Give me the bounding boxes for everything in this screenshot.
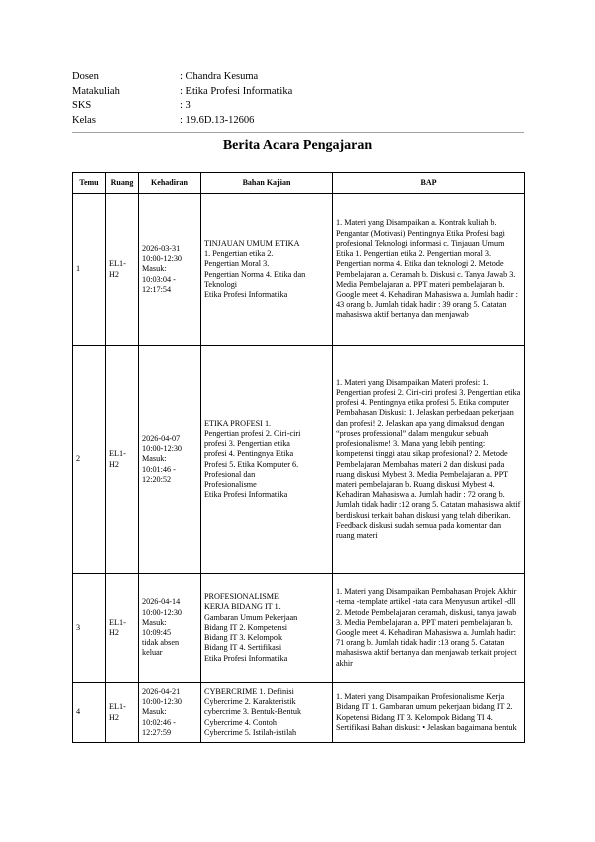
cell-kehadiran: 2026-04-21 10:00-12:30 Masuk: 10:02:46 - 12:27:59 [139,683,201,743]
info-label: Matakuliah [72,85,120,97]
info-row-kelas [72,114,292,129]
header-ruang: Ruang [106,173,139,194]
info-label: Dosen [72,71,99,82]
cell-bahan-kajian: CYBERCRIME 1. Definisi Cybercrime 2. Karakteristik cybercrime 3. Bentuk-Bentuk Cybercrime 4. Contoh Cybercrime 5. Istilah-istilah [201,683,333,743]
table-row [73,194,525,346]
table-row [73,683,525,743]
cell-temu: 2 [73,346,106,574]
table-row [73,574,525,683]
cell-kehadiran: 2026-04-14 10:00-12:30 Masuk: 10:09:45 tidak absen keluar [139,574,201,683]
cell-bap: 1. Materi yang Disampaikan Materi profesi: 1. Pengertian profesi 2. Ciri-ciri profesi 3. Pengertian etika profesi 4. Pentingnya etika profesi 5. Etika computer Pembahasan Diskusi: 1. Jelaskan perbedaan pekerjaan dan profesi! 2. Jelaskan apa yang dimaksud dengan “proses professional” dalam mengukur sebuah profesionalisme! 3. Mana yang lebih penting: kompetensi tinggi atau sikap profesional? 2. Metode Pembelajaran Membahas materi 2 dan diskusi pada ruang diskusi Mybest 3. Media Pembelajaran a. PPT materi pembelajaran b. Ruang diskusi Mybest 4. Kehadiran Mahasiswa a. Jumlah hadir : 72 orang b. Jumlah tidak hadir :12 orang 5. Catatan mahasiswa aktif berdiskusi terkait bahan diskusi yang telah diberikan. Feedback diskusi sudah semua pada komentar dan ruang materi [333,346,525,574]
cell-bap: 1. Materi yang Disampaikan Pembahasan Projek Akhir -tema -template artikel -tata cara Menyusun artikel -dll 2. Metode Pembelajaran ceramah, diskusi, tanya jawab 3. Media Pembelajaran a. PPT materi pembelajaran b. Google meet 4. Kehadiran Mahasiswa a. Jumlah hadir: 71 orang b. Jumlah tidak hadir :13 orang 5. Catatan mahasiswa aktif bertanya dan menjawab terkait project akhir [333,574,525,683]
page-title: Berita Acara Pengajaran [222,138,373,153]
cell-kehadiran: 2026-04-07 10:00-12:30 Masuk: 10:01:46 - 12:20:52 [139,346,201,574]
cell-temu: 4 [73,683,106,743]
bap-table [72,172,525,743]
info-row-matakuliah [72,85,292,100]
cell-bahan-kajian: PROFESIONALISME KERJA BIDANG IT 1. Gambaran Umum Pekerjaan Bidang IT 2. Kompetensi Bidang IT 3. Kelompok Bidang IT 4. Sertifikasi Etika Profesi Informatika [201,574,333,683]
header-bahan-kajian: Bahan Kajian [201,173,333,194]
cell-ruang: EL1- H2 [106,346,139,574]
info-row-sks [72,99,292,114]
cell-temu: 3 [73,574,106,683]
cell-ruang: EL1- H2 [106,574,139,683]
info-row-dosen [72,70,292,85]
cell-bahan-kajian: ETIKA PROFESI 1. Pengertian profesi 2. Ciri-ciri profesi 3. Pengertian etika profesi 4. Pentingnya Etika Profesi 5. Etika Komputer 6. Profesional dan Profesionalisme Etika Profesi Informatika [201,346,333,574]
header-temu: Temu [73,173,106,194]
cell-bahan-kajian: TINJAUAN UMUM ETIKA 1. Pengertian etika 2. Pengertian Moral 3. Pengertian Norma 4. Etika dan Teknologi Etika Profesi Informatika [201,194,333,346]
info-value: : 3 [180,100,191,111]
cell-ruang: EL1- H2 [106,683,139,743]
table-header-row [73,173,525,194]
header-kehadiran: Kehadiran [139,173,201,194]
cell-kehadiran: 2026-03-31 10:00-12:30 Masuk: 10:03:04 - 12:17:54 [139,194,201,346]
course-info [72,70,292,128]
divider [72,132,524,133]
cell-bap: 1. Materi yang Disampaikan a. Kontrak kuliah b. Pengantar (Motivasi) Pentingnya Etika Profesi bagi profesional Teknologi informasi c. Tinjauan Umum Etika 1. Pengertian etika 2. Pengertian moral 3. Pengertian norma 4. Etika dan teknologi 2. Metode Pembelajaran a. Ceramah b. Diskusi c. Tanya Jawab 3. Media Pembelajaran a. PPT materi pembelajaran b. Google meet 4. Kehadiran Mahasiswa a. Jumlah hadir : 43 orang b. Jumlah tidak hadir : 39 orang 5. Catatan mahasiswa aktif bertanya dan menjawab [333,194,525,346]
cell-ruang: EL1- H2 [106,194,139,346]
info-value: : 19.6D.13-12606 [180,114,255,126]
cell-temu: 1 [73,194,106,346]
table-row [73,346,525,574]
info-label: SKS [72,100,92,111]
header-bap: BAP [333,173,525,194]
cell-bap: 1. Materi yang Disampaikan Profesionalisme Kerja Bidang IT 1. Gambaran umum pekerjaan bidang IT 2. Kopetensi Bidang IT 3. Kelompok Bidang TI 4. Sertifikasi Bahan diskusi: • Jelaskan bagaimana bentuk [333,683,525,743]
info-value: : Chandra Kesuma [180,71,259,82]
info-value: : Etika Profesi Informatika [180,85,293,97]
info-label: Kelas [72,114,96,126]
